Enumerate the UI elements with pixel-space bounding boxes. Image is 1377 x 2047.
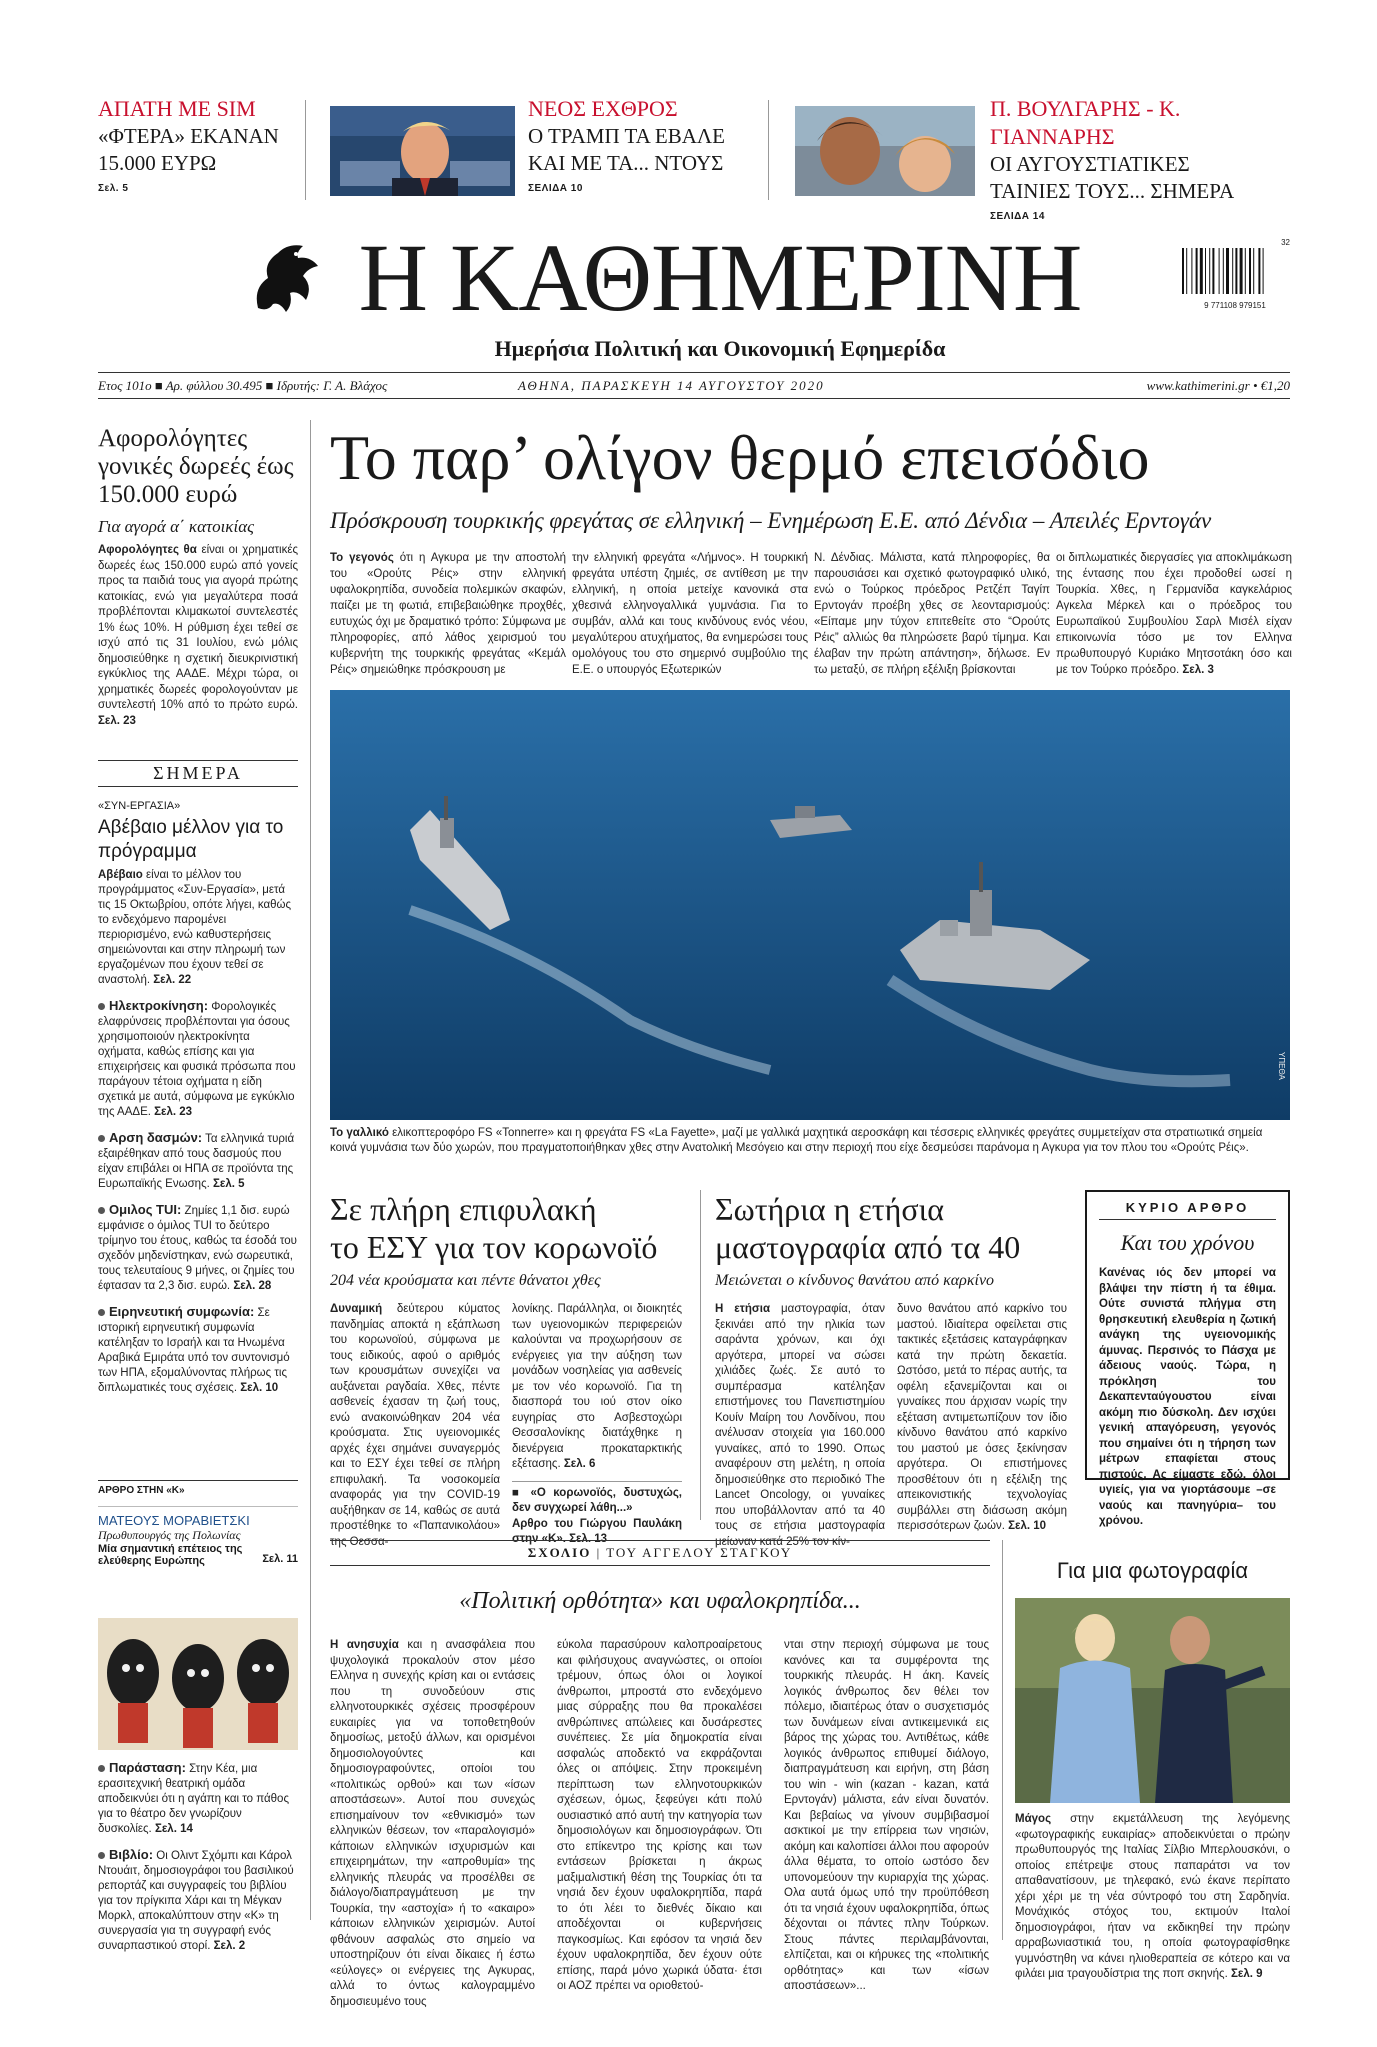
page-ref: Σελ. 9 [1230,1968,1263,1980]
griffin-logo-icon [248,238,323,318]
covid-headline-line: Σε πλήρη επιφυλακή [330,1191,597,1227]
page-ref: Σελ. 2 [213,1940,246,1952]
body-text: δυνο θανάτου από καρκίνο του μαστού. Ιδιαίτερα οφείλεται στις τακτικές εξετάσεις καταγράφηκαν κατά την πρώτη δεκαετία. Ωστόσο, μετά το πέρας αυτής, τα οφέλη εξανεμίζονται και οι γυναίκες που άρχισαν νωρίς την εξέταση αντιμετωπίζουν τον ίδιο κίνδυνο θανάτου από καρκίνο του μαστού με όσες ξεκίνησαν αργότερα. Οι επιστήμονες προσθέτουν ότι η εξέλιξη της απεικονιστικής τεχνολογίας συμβάλλει στη διάσωση ακόμη περισσότερων ζωών. [897,1303,1067,1532]
body-text: ότι η Αγκυρα με την αποστολή του «Ορούτς Ρέις» στην ελληνική υφαλοκρηπίδα, συνοδεία πολεμικών σκαφών, παίζει με τη φωτιά, επιβεβαιώθηκε προχθές, ευτυχώς όχι με δραματικό τρόπο: Σύμφωνα με πληροφορίες, από λάθος χειρισμού του κυβερνήτη της τουρκικής φρεγάτας «Κεμάλ Ρέις» σημειώθηκε πρόσκρουση με [330,552,566,676]
main-story-col-4 [1056,550,1292,678]
today-label: ΣΗΜΕΡΑ [98,760,298,787]
item-text: Φορολογικές ελαφρύνσεις προβλέπονται για όσους χρησιμοποιούν ηλεκτροκίνητα οχήματα, καθώς επίσης και για επιχειρήσεις και φυσικά πρόσωπα που παράγουν τέτοια οχήματα η είδη σχετικά με αυτά, σύμφωνα με εγκύκλιο της ΑΑΔΕ. [98,1001,296,1118]
covid-headline-line: το ΕΣΥ για τον κορωνοϊό [330,1229,658,1265]
item-text: Ζημίες 1,1 δισ. ευρώ εμφάνισε ο όμιλος TUI το δεύτερο τρίμηνο του έτους, καθώς τα έσοδά του σχεδόν μηδενίστηκαν, ενώ σωρευτικά, τους τελευταίους 9 μήνες, οι ζημίες του έφτασαν τα 2,3 δισ. ευρώ. [98,1205,297,1292]
left-column-divider [310,420,311,1920]
teaser-divider [768,100,769,200]
page-ref: Σελ. 22 [153,974,192,986]
today-item[interactable] [98,998,298,1120]
masthead-tagline: Ημερήσια Πολιτική και Οικονομική Εφημερίδα [494,336,946,361]
opinion-label: ΑΡΘΡΟ ΣΤΗΝ «Κ» [98,1485,185,1496]
comment-col-1 [330,1638,535,2010]
teaser-kicker: Π. ΒΟΥΛΓΑΡΗΣ - Κ. ΓΙΑΝΝΑΡΗΣ [990,96,1181,149]
caption-lead: Το γαλλικό [330,1127,389,1139]
today-item[interactable] [98,1304,298,1396]
item-text: Στην Κέα, μια ερασιτεχνική θεατρική ομάδα αποδεικνύει ότι η αγάπη και το πάθος για το θέατρο δεν γνωρίζουν δυσκολίες. [98,1763,289,1835]
body-text: είναι οι χρηματικές δωρεές έως 150.000 ευρώ από γονείς προς τα παιδιά τους για αγορά πρώτης κατοικίας, ενώ για μεγαλύτερα ποσά προβλέπονται κλιμακωτοί συντελεστές 1% έως 10%. Η ρύθμιση έχει τεθεί σε ισχύ από τις 31 Ιουλίου, ενώ μόλις δημοσιεύθηκε η σχετική διευκρινιστική εγκύκλιος της ΑΑΔΕ. Μέχρι τώρα, οι χρηματικές δωρεές φορολογούνταν με συντελεστή 10% από το πρώτο ευρώ. [98,544,298,711]
body-text: είναι το μέλλον του προγράμματος «Συν-Εργασία», μετά τις 15 Οκτωβρίου, οπότε λήγει, καθώς το ενδεχόμενο παρομένει περιορισμένο, ενώ καθυστερήσεις σημειώνονται και στην πληρωμή των εργαζομένων που έχουν τεθεί σε αναστολή. [98,869,292,986]
item-lead: Παράσταση: [109,1760,186,1775]
opinion-role: Πρωθυπουργός της Πολωνίας [98,1528,241,1542]
lead-word: Δυναμική [330,1303,383,1315]
opinion-author: ΜΑΤΕΟΥΣ ΜΟΡΑΒΙΕΤΣΚΙ [98,1506,298,1528]
lead-word: Αφορολόγητες θα [98,544,197,556]
item-lead: Ομιλος TUI: [109,1202,182,1217]
gift-tax-story[interactable] [98,425,298,729]
page-ref: Σελ. 11 [262,1553,298,1565]
comment-author: ΤΟΥ ΑΓΓΕΛΟΥ ΣΤΑΓΚΟΥ [606,1545,793,1560]
teaser-headline: ΤΑΙΝΙΕΣ ΤΟΥΣ... ΣΗΜΕΡΑ [990,179,1235,203]
gift-tax-sub: Για αγορά α΄ κατοικίας [98,517,255,536]
opinion-title: Μία σημαντική επέτειος της ελεύθερης Ευρώπης [98,1543,243,1567]
lead-word: Αβέβαιο [98,869,143,881]
item-lead: Βιβλίο: [109,1847,154,1862]
website-price: www.kathimerini.gr • €1,20 [1146,378,1290,393]
lead-word: Το γεγονός [330,552,394,564]
today-item[interactable] [98,1130,298,1192]
editorial-label: ΚΥΡΙΟ ΑΡΘΡΟ [1099,1200,1276,1220]
comment-col-2: εύκολα παρασύρουν καλοπροαίρετους και φιλήσυχους αναγνώστες, οι οποίοι τρέμουν, όπως όλοι οι λογικοί άνθρωποι, μπροστά στο ενδεχόμενο μιας σύρραξης που θα προκαλέσει ανθρώπινες απώλειες και δυσάρεστες συνέπειες. Σε μία δημοκρατία είναι ασφαλώς αποδεκτό να εκφράζονται όλες οι απόψεις. Στην προκειμένη περίπτωση των ελληνοτουρκικών σχέσεων, όμως, ξεφεύγει κάτι πολύ ουσιαστικό από αυτή την κατηγορία των δημοσιολόγων και δημοσιογράφων. Ότι στο επίκεντρο της κρίσης και των εντάσεων βρίσκεται η άκρως μαξιμαλιστική θέση της Τουρκίας ότι τα νησιά δεν έχουν υφαλοκρηπίδα, παρά το ότι λέει το διεθνές δίκαιο και αποδέχονται οι κυβερνήσεις παγκοσμίως. Και εφόσον τα νησιά δεν έχουν υφαλοκρηπίδα, δεν έχουν ούτε επίσης, παρά μόνο χωρικά ύδατα· έτσι οι ΑΟΖ πρέπει να οριοθετού- [557,1639,762,1992]
page-ref: Σελ. 28 [233,1280,272,1292]
teaser-headline: Ο ΤΡΑΜΠ ΤΑ ΕΒΑΛΕ [528,124,725,148]
quote-text: ■ «Ο κορωνοϊός, δυστυχώς, δεν συγχωρεί λάθη...» [512,1486,682,1514]
teaser-trump[interactable] [528,95,758,194]
info-bar [98,375,1290,397]
teaser-headline: ΟΙ ΑΥΓΟΥΣΤΙΑΤΙΚΕΣ [990,152,1190,176]
photo-credit: ΥΠΕΘΑ [1277,1052,1286,1080]
page-ref: Σελ. 3 [1182,664,1214,676]
teaser-sim-fraud[interactable] [98,95,298,194]
bullet-icon [98,1852,105,1859]
comment-label-bar: ΣΧΟΛΙΟ | ΤΟΥ ΑΓΓΕΛΟΥ ΣΤΑΓΚΟΥ [330,1540,990,1566]
mammography-headline-line: μαστογραφία από τα 40 [715,1229,1021,1265]
lead-word: Η ετήσια [715,1303,771,1315]
culture-item[interactable] [98,1760,298,1837]
teaser-kicker: ΑΠΑΤΗ ΜΕ SIM [98,96,256,121]
today-headline[interactable]: Αβέβαιο μέλλον για το πρόγραμμα [98,817,284,862]
main-story-col-2: την ελληνική φρεγάτα «Λήμνος». Η τουρκική φρεγάτα υπέστη ζημιές, σε αντίθεση με την ελληνική, η οποία μετείχε κανονικά στα χθεσινά ελληνογαλλικά γυμνάσια. Για το συμβάν, αλλά και τους κινδύνους ενός νέου, μεγαλύτερου ατυχήματος, θα ενημερώσει τους ομολόγους του στο σημερινό συμβούλιο της Ε.Ε. ο υπουργός Εξωτερικών [572,552,808,676]
body-text: στην εκμετάλλευση της λεγόμενης «φωτογραφικής ευκαιρίας» αποδεικνύεται ο πρώην πρωθυπουργός της Ιταλίας Σίλβιο Μπερλουσκόνι, ο οποίος επέτρεψε στους παπαράτσι να τον απαθανατίσουν, με τηλεφακό, ενώ έκανε περίπατο χέρι χέρι με τη νέα σύντροφό του στη Σαρδηνία. Μονάχικός στόχος του, εκτιμούν Ιταλοί δημοσιογράφοι, ήταν να εκδικηθεί την πρώην αρραβωνιαστικιά του, η οποία φωτογραφίσθηκε γυμνόστηθη να κάνει ηλιοθεραπεία σε κότερο και να φιλάει μια τραγουδίστρια της ποπ σκηνής. [1015,1813,1290,1980]
teaser-headline: ΚΑΙ ΜΕ ΤΑ... ΝΤΟΥΣ [528,151,724,175]
bullet-icon [98,1207,105,1214]
barcode-number: 9 771108 979151 [1204,301,1266,310]
teaser-page: Σελ. 5 [98,183,129,194]
teaser-films[interactable] [990,95,1290,222]
barcode-issue: 32 [1281,238,1290,247]
masthead-rule [98,398,1290,399]
item-lead: Ηλεκτροκίνηση: [109,998,209,1013]
covid-col-1 [330,1302,500,1550]
editorial-text: Κανένας ιός δεν μπορεί να βλάψει την πίστη ή τα έθιμα. Ούτε συνιστά πλήγμα στη θρησκευτική ελευθερία η ζωτική ανάγκη της υγειονομικής άμυνας. Περσινός το Πάσχα με άδειους ναούς. Τώρα, η πρόκληση του Δεκαπενταύγουστου είναι ακόμη πιο δύσκολη. Δεν ισχύει γενική απαγόρευση, γεγονός που σημαίνει ότι η τήρηση των μέτρων επαφίεται στους πιστούς. Ας είμαστε εδώ, όλοι υγιείς, για να γιορτάσουμε –σε ναούς και πανηγύρια– του χρόνου. [1099,1267,1276,1527]
today-kicker: «ΣΥΝ-ΕΡΓΑΣΙΑ» [98,800,181,812]
page-ref: Σελ. 5 [213,1178,245,1190]
opinion-box[interactable] [98,1480,298,1565]
main-subheadline: Πρόσκρουση τουρκικής φρεγάτας σε ελληνική – Ενημέρωση Ε.Ε. από Δένδια – Απειλές Ερντογάν [330,508,1212,533]
gift-tax-headline: Αφορολόγητες γονικές δωρεές έως 150.000 ευρώ [98,425,294,508]
teaser-divider [305,100,306,200]
masthead-title: Η ΚΑΘΗΜΕΡΙΝΗ [358,224,1082,331]
teaser-headline: «ΦΤΕΡΑ» ΕΚΑΝΑΝ [98,124,279,148]
comment-label: ΣΧΟΛΙΟ [527,1545,592,1560]
item-lead: Ειρηνευτική συμφωνία: [109,1304,255,1319]
mammography-headline-line: Σωτήρια η ετήσια [715,1191,945,1227]
berlusconi-photo [1015,1598,1290,1803]
gift-tax-text [98,543,298,729]
editorial-box[interactable] [1085,1190,1290,1527]
today-item[interactable] [98,1202,298,1294]
body-text: οι διπλωματικές διεργασίες για αποκλιμάκωση της έντασης που έχει προδοθεί ωσεί η Τουρκία. Χθες, η Γερμανίδα καγκελάριος Αγκελα Μέρκελ και ο πρόεδρος του Ευρωπαϊκού Συμβουλίου Σαρλ Μισέλ είχαν επικοινωνία τόσο με τον Ελληνα πρωθυπουργό Κυριάκο Μητσοτάκη όσο και με τον Τούρκο πρόεδρο. [1056,552,1292,676]
film-stars-photo [795,106,975,196]
comment-headline[interactable]: «Πολιτική ορθότητα» και υφαλοκρηπίδα... [459,1588,861,1614]
photo-story-headline[interactable]: Για μια φωτογραφία [1056,1558,1249,1583]
quote-by: Αρθρο του Γιώργου Παυλάκη στην «Κ». [512,1517,682,1545]
page-ref: Σελ. 23 [154,1106,193,1118]
teaser-kicker: ΝΕΟΣ ΕΧΘΡΟΣ [528,96,678,121]
editorial-headline: Και του χρόνου [1120,1230,1255,1255]
page-ref: Σελ. 13 [569,1533,608,1545]
lead-word: Μάγος [1015,1813,1052,1825]
bullet-icon [98,1765,105,1772]
covid-headline[interactable] [330,1190,700,1266]
story-divider [1002,1540,1003,1940]
bullet-icon [98,1003,105,1010]
main-headline[interactable]: Το παρ’ ολίγον θερμό επεισόδιο [330,422,1150,493]
page-ref: Σελ. 6 [563,1458,596,1470]
mammography-col-1 [715,1302,885,1550]
main-story-col-3: Ν. Δένδιας. Μάλιστα, κατά πληροφορίες, θα παρουσιάσει και σχετικό φωτογραφικό υλικό, ενώ ο Τούρκος πρόεδρος Ρετζέπ Ταγίπ Ερντογάν προέβη χθες σε λεονταρισμούς: «Είπαμε μην τύχον επιτεθείτε στο “Ορούτς Ρέις” αλλιώς θα πληρώσετε βαρύ τίμημα. Και έλαβαν την πρώτη απάντηση», δήλωσε. Εν τω μεταξύ, σε πλήρη εξέλιξη βρίσκονται [814,552,1050,676]
page-ref: Σελ. 10 [240,1382,279,1394]
body-text: και η ανασφάλεια που ψυχολογικά προκαλούν στον μέσο Ελληνα η συνεχής κρίση και οι εντάσεις που τη συνοδεύουν στις ελληνοτουρκικές σχέσεις προσφέρουν ευκαιρίες για να τοποθετηθούν δημοσίως, μετοξύ άλλων, και ορισμένοι δημοσιολογούντες και δημοσιογραφούντες, οποίοι του «πολιτικώς ορθού» και των «ίσων αποστάσεων». Αυτοί που συνεχώς επισημαίνουν τον «εθνικισμό» των ελληνικών θέσεων, τον «παραλογισμό» κάποιων ελληνικών ισχυρισμών και επιχειρημάτων, την «απροθυμία» της ελληνικής πλευράς να προσέλθει σε διάλογο/διαπραγμάτευση με την Τουρκία, την «αστοχία» ή το «ακαιρο» κάποιων ελληνικών χειρισμών. Αυτοί φθάνουν ασφαλώς στο σημείο να υποστηρίζουν ότι είναι δίκαιες ή έστω «εύλογες» οι ενέργειες της Αγκυρας, αλλά το όντως καλογραμμένο δημοσιευμένο τους [330,1639,535,2008]
item-text: Σε ιστορική ειρηνευτική συμφωνία κατέληξαν το Ισραήλ και τα Ηνωμένα Αραβικά Εμιράτα υπό τον συντονισμό των ΗΠΑ, εξομαλύνοντας πλήρως τις διπλωματικές τους σχέσεις. [98,1307,290,1394]
bullet-icon [98,1135,105,1142]
photo-caption [330,1126,1290,1156]
body-text: δεύτερου κύματος πανδημίας αποκτά η εξάπλωση του κορωνοϊού, σύμφωνα με τους ειδικούς, αφού ο αριθμός των κρουσμάτων συνεχίζει να αυξάνεται ραγδαία. Χθες, πέντε ασθενείς έχασαν τη ζωή τους, ενώ ανακοινώθηκαν 204 νέα κρούσματα. Στις υγειονομικές αρχές έχει σημάνει συναγερμός και το ΕΣΥ έχει τεθεί σε πλήρη επιφυλακή. Τα νοσοκομεία αναφοράς για την COVID-19 αυξήθηκαν σε 14, καθώς σε αυτά προστέθηκε το «Παπανικολάου» της Θεσσα- [330,1303,500,1548]
bullet-icon [98,1309,105,1316]
covid-col-2 [512,1302,682,1548]
photo-story-text [1015,1812,1290,1983]
item-text: Τα ελληνικά τυριά εξαιρέθηκαν από τους δασμούς που είχαν επιβάλει οι ΗΠΑ σε προϊόντα της Ευρωπαϊκής Ενωσης. [98,1133,295,1190]
main-story-col-1 [330,550,566,678]
lead-word: Η ανησυχία [330,1639,399,1651]
left-bottom-items [98,1760,298,1954]
item-text: Οι Ολιντ Σχόμπι και Κάρολ Ντουάιτ, δημοσιογράφοι του βασιλικού ρεπορτάζ και συγγραφείς του βιβλίου για τον πρίγκιπα Χάρι και τη Μέγκαν Μορκλ, αποκαλύπτουν στην «Κ» τη συνεργασία για τη συγγραφή ενός συναρπαστικού στορί. [98,1850,294,1952]
teaser-headline: 15.000 ΕΥΡΩ [98,151,217,175]
date-line: ΑΘΗΝΑ, ΠΑΡΑΣΚΕΥΗ 14 ΑΥΓΟΥΣΤΟΥ 2020 [518,378,825,393]
body-text: λονίκης. Παράλληλα, οι διοικητές των υγειονομικών περιφερειών καλούνται να προχωρήσουν σε ενέργειες για την αύξηση των μονάδων νοσηλείας για ασθενείς με τον νέο κορωνοϊό. Για τη διασπορά του ιού στον οίκο ευγηρίας στο Ασβεστοχώρι Θεσσαλονίκης διατάχθηκε η διενέργεια προκαταρκτικής εξέτασης. [512,1303,682,1470]
barcode [1180,238,1290,310]
today-text [98,868,298,988]
mammography-col-2 [897,1302,1067,1535]
teaser-page: ΣΕΛΙΔΑ 10 [528,183,583,194]
masthead-rule [98,372,1290,373]
comment-col-3: νται στην περιοχή σύμφωνα με τους κανόνες και τα συμφέροντα της τουρκικής πλευράς. Η άκη. Κανείς λογικός άνθρωπος δεν θέλει τον πόλεμο, ιδιαιτέρως όταν ο συσχετισμός των δυνάμεων είναι αντικειμενικά εις βάρος της χώρας του. Αντιθέτως, κάθε λογικός άνθρωπος επιθυμεί διάλογο, διαπραγμάτευση και ειρήνη, στη βάση του win - win (καzan - kazan, κατά Ερντογάν) μάλιστα, εάν είναι δυνατόν. Και βεβαίως να γίνουν συμβιβασμοί ασκτικοί με την επίρρεια των νησιών, ακόμη και καλοπίσει άλλοι που αφορούν άλλα θέματα, το οποίο ωστόσο δεν υπονομεύουν την κυριαρχία της χώρας. Ολα αυτά όμως υπό την προϋπόθεση ότι τα νησιά έχουν υφαλοκρηπίδα, όπως δέχονται οι πάντες πλην Τούρκων. Στους πάντες περιλαμβάνονται, ελπίζεται, και οι κήρυκες της «πολιτικής ορθότητας» και των «ίσων αποστάσεων»... [784,1639,989,1992]
story-divider [700,1190,701,1520]
book-item[interactable] [98,1847,298,1954]
item-lead: Αρση δασμών: [109,1130,203,1145]
page-ref: Σελ. 10 [1008,1520,1047,1532]
body-text: μαστογραφία, όταν ξεκινάει από την ηλικία των σαράντα χρόνων, και όχι αργότερα, μπορεί να σώσει χιλιάδες ζωές. Σε αυτό το συμπέρασμα κατέληξαν επιστήμονες του Πανεπιστημίου Κουίν Μαίρη του Λονδίνου, που ανέλυσαν στοιχεία για 160.000 γυναίκες, από το 1990. Οπως αναφέρουν στη μελέτη, η οποία δημοσιεύθηκε στο περιοδικό The Lancet Oncology, οι γυναίκες που υποβάλλονταν από τα 40 τους σε ετήσια μαστογραφία μείωναν κατά 25% τον κίν- [715,1303,885,1548]
theater-photo [98,1618,298,1750]
page-ref: Σελ. 23 [98,714,136,727]
caption-text: ελικοπτεροφόρο FS «Tonnerre» και η φρεγάτα FS «La Fayette», μαζί με γαλλικά μαχητικά αεροσκάφη και τέσσερις ελληνικές φρεγάτες συμμετείχαν στα στρατιωτικά σημεία κοινά γυμνάσια των δύο χωρών, που πραγματοποιήθηκαν χθες στην Ανατολική Μεσόγειο και στην περιοχή που είχε δεσμεύσει παράνομα η Αγκυρα για τον πλου του «Ορούτς Ρέις». [330,1127,1263,1154]
issue-info: Ετος 101ο ■ Αρ. φύλλου 30.495 ■ Ιδρυτής: Γ. Α. Βλάχος [98,378,388,393]
covid-sub: 204 νέα κρούσματα και πέντε θάνατοι χθες [330,1272,601,1289]
covid-quote[interactable] [512,1481,682,1548]
trump-photo [330,106,515,196]
warships-photo [330,690,1290,1120]
teaser-page: ΣΕΛΙΔΑ 14 [990,211,1045,222]
page-ref: Σελ. 14 [154,1823,193,1835]
mammography-headline[interactable] [715,1190,1075,1266]
mammography-sub: Μειώνεται ο κίνδυνος θανάτου από καρκίνο [715,1272,995,1289]
today-section [98,800,298,1396]
